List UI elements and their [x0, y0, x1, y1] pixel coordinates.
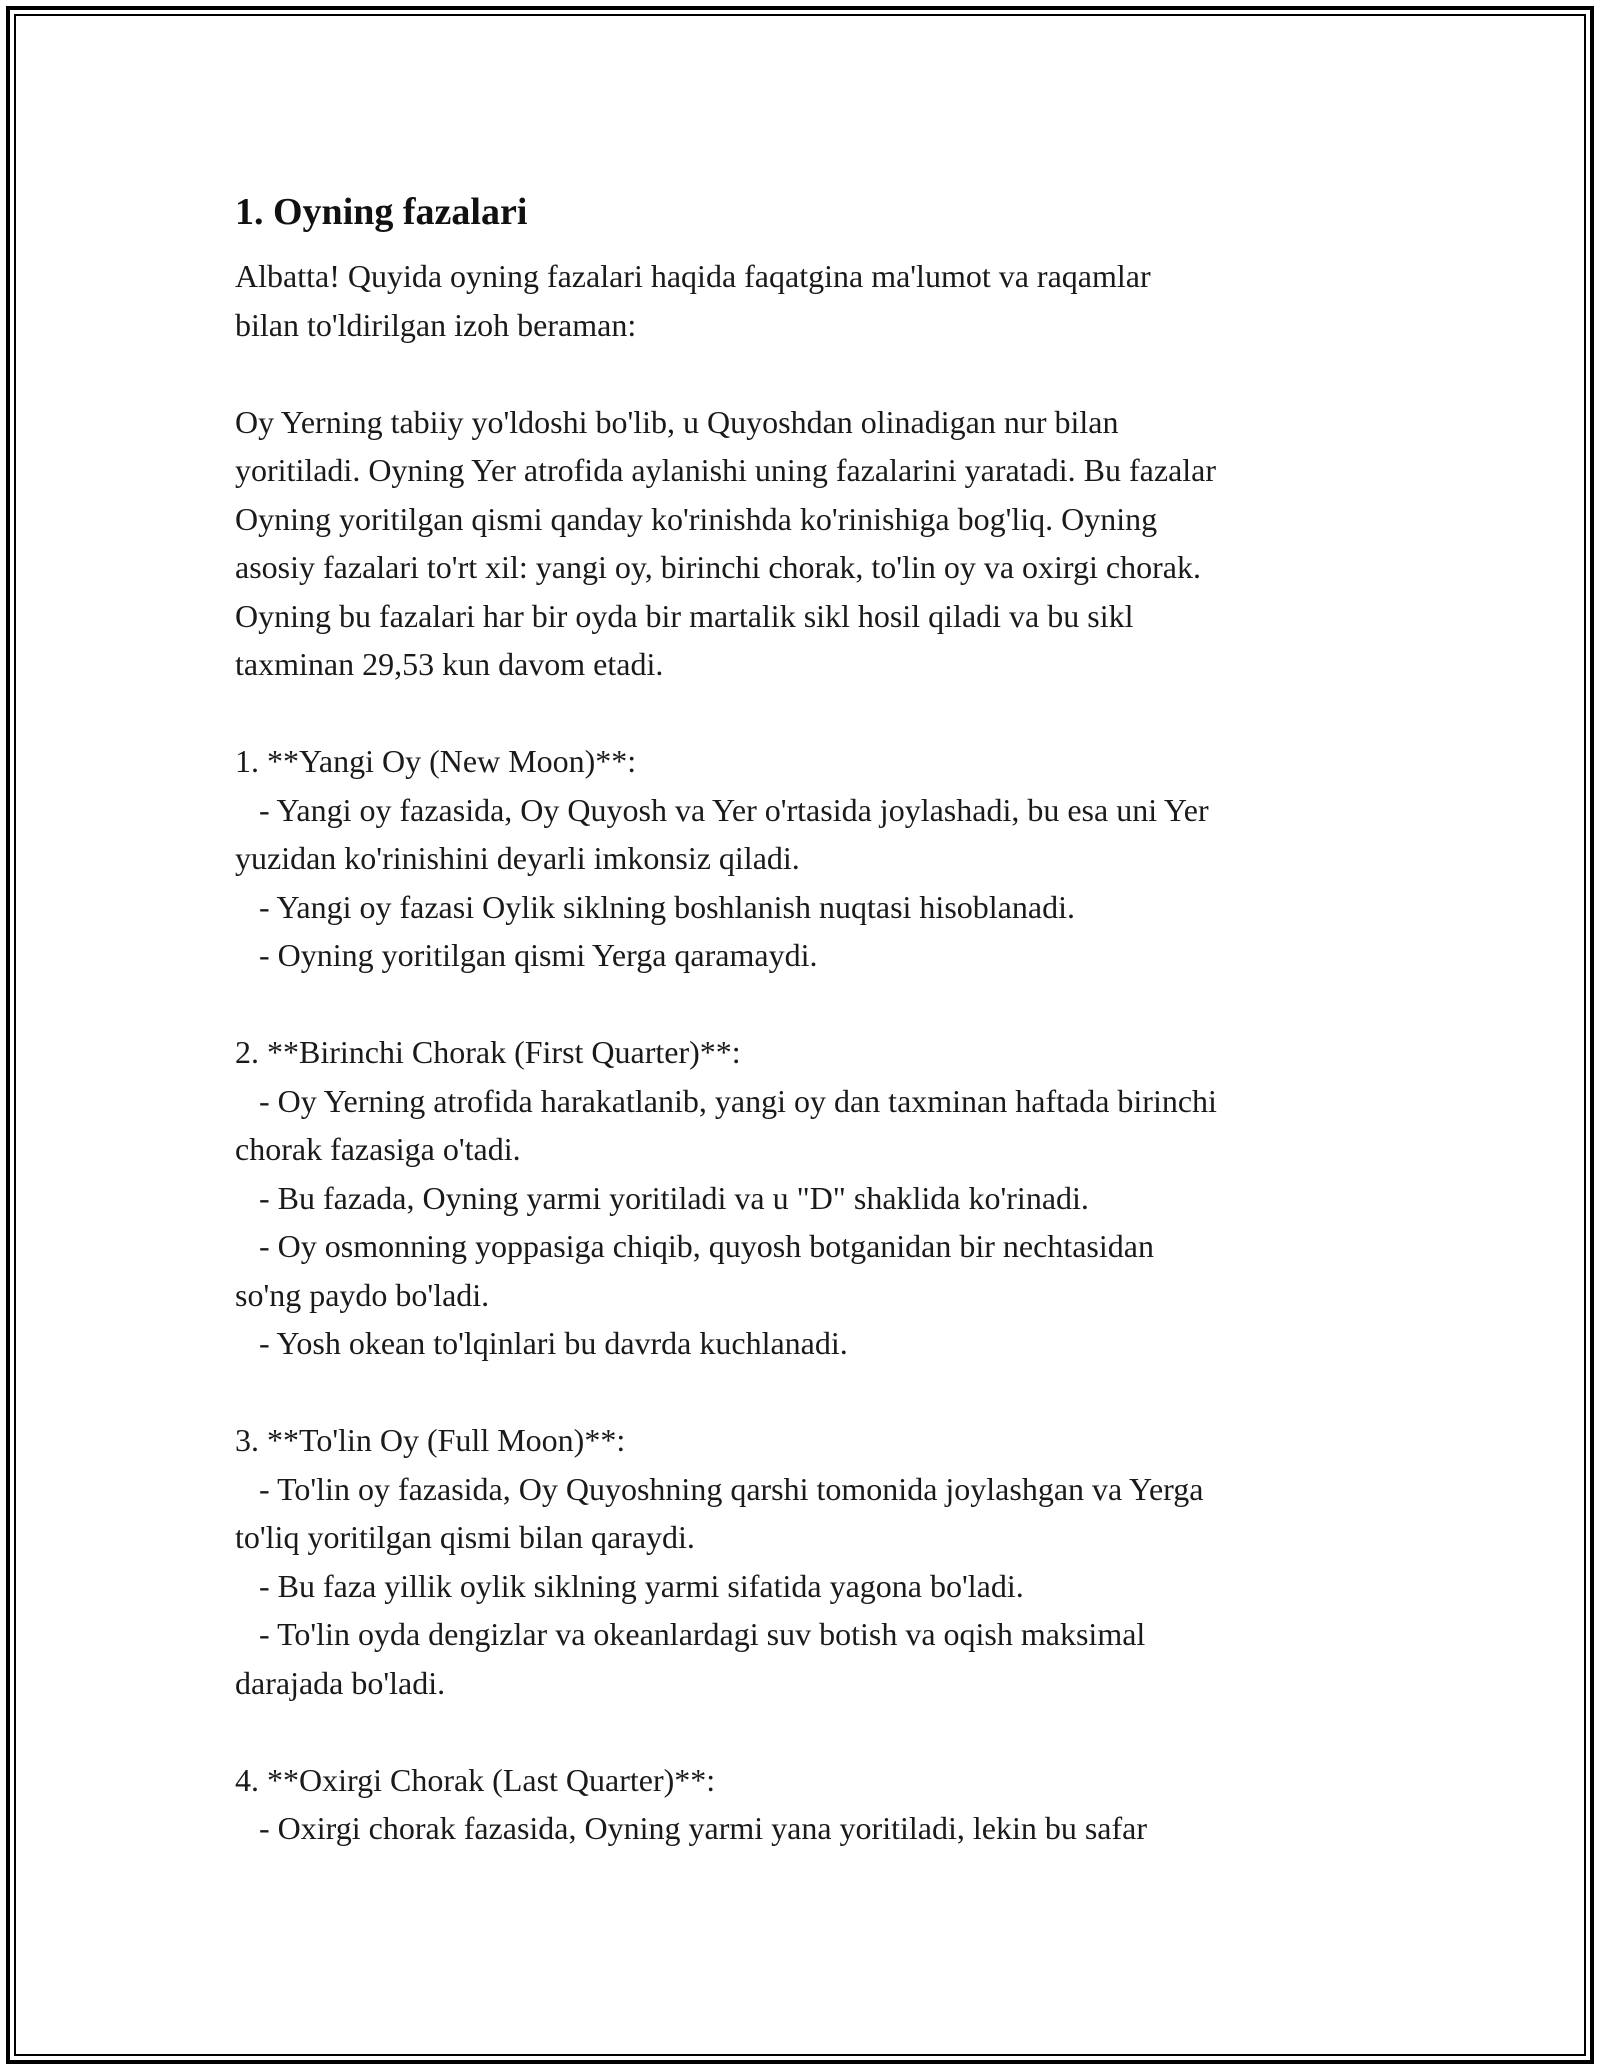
phase-section-first-quarter: [235, 1028, 1385, 1368]
phase-point: - Bu fazada, Oyning yarmi yoritiladi va u "D" shaklida ko'rinadi.: [235, 1179, 1089, 1216]
overview-paragraph: Oy Yerning tabiiy yo'ldoshi bo'lib, u Quyoshdan olinadigan nur bilan yoritiladi. Oyning Yer atrofida aylanishi uning fazalarini yaratadi. Bu fazalar Oyning yoritilgan qismi qanday ko'rinishda ko'rinishiga bog'liq. Oyning asosiy fazalari to'rt xil: yangi oy, birinchi chorak, to'lin oy va oxirgi chorak. Oyning bu fazalari har bir oyda bir martalik sikl hosil qiladi va bu sikl taxminan 29,53 kun davom etadi.: [235, 403, 1217, 682]
phase-section-new-moon: [235, 737, 1385, 980]
phase-point: - To'lin oyda dengizlar va okeanlardagi suv botish va oqish maksimal darajada bo'ladi.: [235, 1616, 1146, 1701]
page-title: 1. Oyning fazalari: [235, 191, 528, 233]
paragraph-gap: [235, 1368, 1385, 1417]
phase-point: - Oyning yoritilgan qismi Yerga qaramaydi.: [235, 937, 818, 973]
phase-point: - Oxirgi chorak fazasida, Oyning yarmi yana yoritiladi, lekin bu safar: [235, 1810, 1148, 1846]
phase-point: - Oy Yerning atrofida harakatlanib, yangi oy dan taxminan haftada birinchi chorak fazasiga o'tadi.: [235, 1082, 1217, 1167]
phase-point: - Yangi oy fazasi Oylik siklning boshlanish nuqtasi hisoblanadi.: [235, 888, 1075, 925]
phase-point: - To'lin oy fazasida, Oy Quyoshning qarshi tomonida joylashgan va Yerga to'liq yoritilgan qismi bilan qaraydi.: [235, 1470, 1204, 1555]
document-body: [235, 188, 1385, 1853]
paragraph-gap: [235, 1707, 1385, 1756]
phase-point: - Bu faza yillik oylik siklning yarmi sifatida yagona bo'ladi.: [235, 1567, 1024, 1604]
phase-heading: 2. **Birinchi Chorak (First Quarter)**:: [235, 1034, 741, 1070]
phase-heading: 3. **To'lin Oy (Full Moon)**:: [235, 1422, 626, 1458]
phase-point: - Oy osmonning yoppasiga chiqib, quyosh botganidan bir nechtasidan so'ng paydo bo'ladi.: [235, 1228, 1154, 1313]
paragraph-gap: [235, 980, 1385, 1029]
phase-heading: 4. **Oxirgi Chorak (Last Quarter)**:: [235, 1761, 716, 1798]
phase-point: - Yangi oy fazasida, Oy Quyosh va Yer o'rtasida joylashadi, bu esa uni Yer yuzidan ko'rinishini deyarli imkonsiz qiladi.: [235, 791, 1209, 876]
phase-section-last-quarter: [235, 1756, 1385, 1853]
phase-heading: 1. **Yangi Oy (New Moon)**:: [235, 743, 637, 779]
phase-section-full-moon: [235, 1416, 1385, 1707]
paragraph-gap: [235, 689, 1385, 738]
phase-point: - Yosh okean to'lqinlari bu davrda kuchlanadi.: [235, 1325, 848, 1361]
intro-paragraph: Albatta! Quyida oyning fazalari haqida faqatgina ma'lumot va raqamlar bilan to'ldirilgan izoh beraman:: [235, 258, 1151, 343]
paragraph-gap: [235, 349, 1385, 398]
